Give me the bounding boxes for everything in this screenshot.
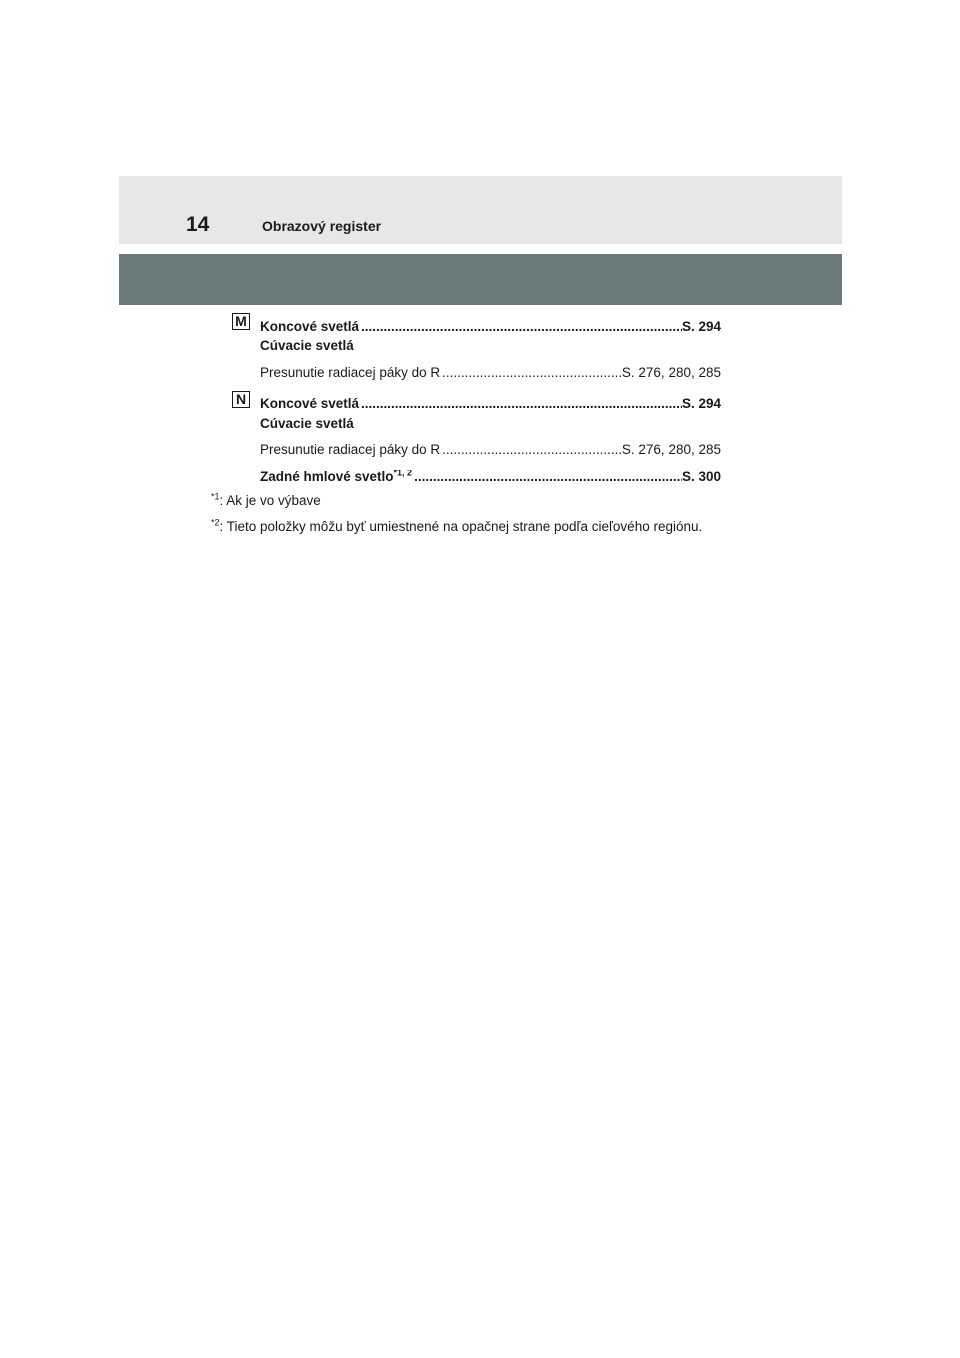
- entry-label: Koncové svetlá: [260, 320, 360, 334]
- section-title: Obrazový register: [262, 218, 382, 234]
- heading-reverse-lights-m: Cúvacie svetlá: [260, 338, 354, 353]
- entry-label: [260, 470, 412, 484]
- section-marker-m: M: [232, 313, 250, 330]
- leader-dots: [359, 320, 682, 334]
- index-entry-tail-lights-n[interactable]: [260, 397, 721, 411]
- leader-dots: [440, 366, 622, 380]
- footnote-text: : Tieto položky môžu byť umiestnené na opačnej strane podľa cieľového regiónu.: [219, 519, 703, 534]
- page-reference[interactable]: S. 300: [681, 470, 721, 484]
- index-entry-reverse-shift-m[interactable]: [260, 366, 721, 380]
- page-reference[interactable]: S. 294: [681, 320, 721, 334]
- leader-dots: [359, 397, 682, 411]
- entry-label: Presunutie radiacej páky do R: [260, 366, 441, 380]
- index-entry-reverse-shift-n[interactable]: [260, 443, 721, 457]
- page-reference[interactable]: S. 276, 280, 285: [621, 443, 721, 457]
- entry-label: Presunutie radiacej páky do R: [260, 443, 441, 457]
- page-reference[interactable]: S. 294: [681, 397, 721, 411]
- header-band: [119, 176, 842, 244]
- heading-reverse-lights-n: Cúvacie svetlá: [260, 416, 354, 431]
- footnote-marker: *1: [211, 491, 220, 502]
- entry-label-text: Zadné hmlové svetlo: [260, 470, 394, 484]
- index-entry-tail-lights-m[interactable]: [260, 320, 721, 334]
- section-marker-n: N: [232, 391, 250, 408]
- footnote-marker: *2: [211, 517, 220, 528]
- footnote-2: [211, 517, 703, 534]
- footnote-reference: *1, 2: [393, 470, 413, 478]
- footnote-1: [211, 491, 321, 508]
- footnote-text: : Ak je vo výbave: [219, 493, 321, 508]
- leader-dots: [412, 470, 682, 484]
- illustration-band: [119, 254, 842, 305]
- page-number: 14: [186, 213, 210, 236]
- page-reference[interactable]: S. 276, 280, 285: [621, 366, 721, 380]
- leader-dots: [440, 443, 622, 457]
- index-entry-rear-fog-light[interactable]: [260, 470, 721, 484]
- entry-label: Koncové svetlá: [260, 397, 360, 411]
